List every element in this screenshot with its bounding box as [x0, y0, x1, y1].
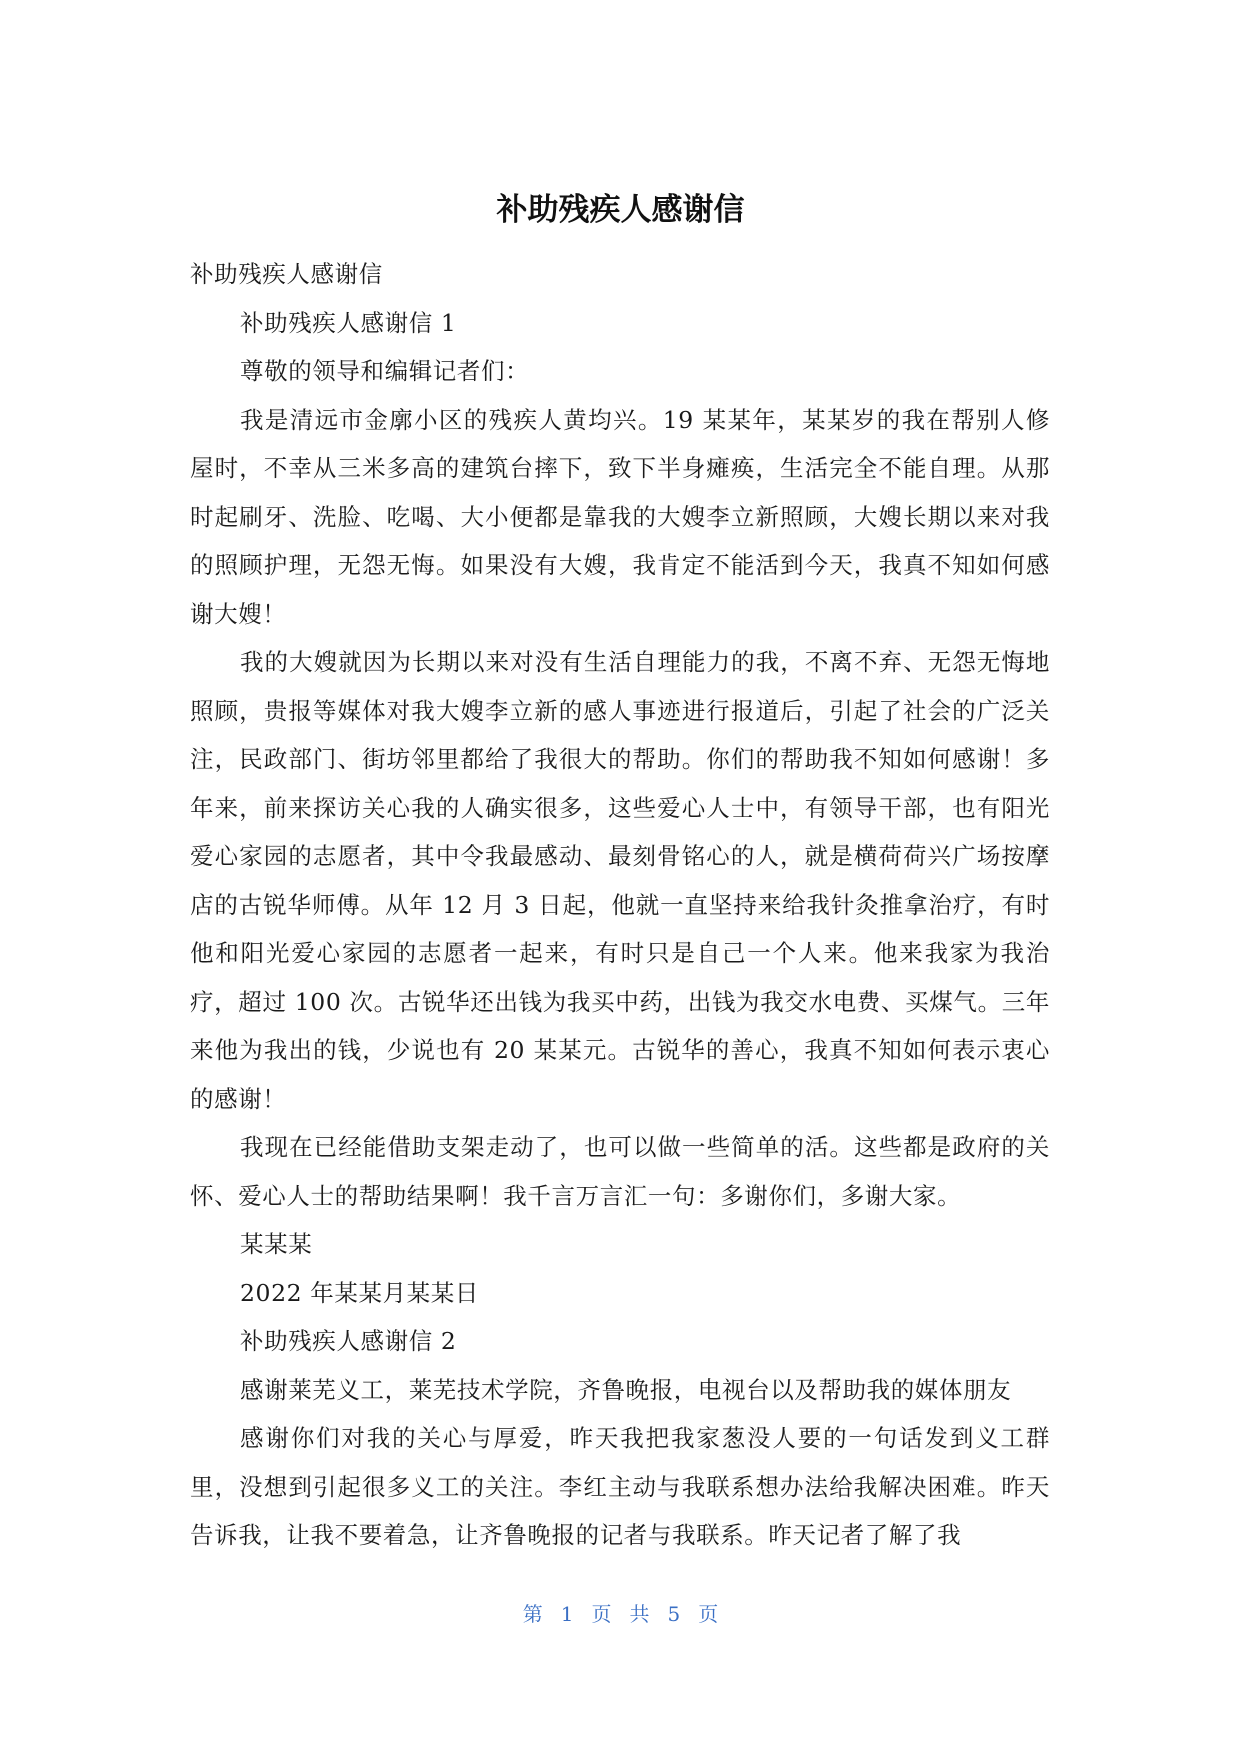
footer-total-unit: 页	[698, 1602, 719, 1626]
letter-1-signature: 某某某	[240, 1230, 313, 1258]
letter-1-paragraph: 我的大嫂就因为长期以来对没有生活自理能力的我，不离不弃、无怨无悔地照顾，贵报等媒体对我大嫂李立新的感人事迹进行报道后，引起了社会的广泛关注，民政部门、街坊邻里都给了我很大的帮助。你们的帮助我不知如何感谢！多年来，前来探访关心我的人确实很多，这些爱心人士中，有领导干部，也有阳光爱心家园的志愿者，其中令我最感动、最刻骨铭心的人，就是横荷荷兴广场按摩店的古锐华师傅。从年 12 月 3 日起，他就一直坚持来给我针灸推拿治疗，有时他和阳光爱心家园的志愿者一起来，有时只是自己一个人来。他来我家为我治疗，超过 100 次。古锐华还出钱为我买中药，出钱为我交水电费、买煤气。三年来他为我出的钱，少说也有 20 某某元。古锐华的善心，我真不知如何表示衷心的感谢！	[190, 648, 1050, 1113]
letter-1-salutation: 尊敬的领导和编辑记者们：	[240, 357, 530, 385]
letter-1-paragraph: 我现在已经能借助支架走动了，也可以做一些简单的活。这些都是政府的关怀、爱心人士的帮助结果啊！我千言万言汇一句：多谢你们，多谢大家。	[190, 1133, 1050, 1210]
letter-2-heading: 补助残疾人感谢信 2	[240, 1327, 457, 1355]
footer-page-number: 1	[560, 1602, 574, 1626]
heading-line: 补助残疾人感谢信	[190, 260, 383, 288]
page-footer	[0, 1600, 1241, 1628]
footer-total-pages: 5	[667, 1602, 681, 1626]
letter-2-paragraph: 感谢你们对我的关心与厚爱，昨天我把我家葱没人要的一句话发到义工群里，没想到引起很多义工的关注。李红主动与我联系想办法给我解决困难。昨天告诉我，让我不要着急，让齐鲁晚报的记者与我联系。昨天记者了解了我	[190, 1424, 1050, 1549]
footer-page-word: 第	[522, 1602, 543, 1626]
letter-1-date: 2022 年某某月某某日	[240, 1278, 479, 1307]
letter-1-heading: 补助残疾人感谢信 1	[240, 308, 457, 337]
letter-1-paragraph: 我是清远市金廓小区的残疾人黄均兴。19 某某年，某某岁的我在帮别人修屋时，不幸从三米多高的建筑台摔下，致下半身瘫痪，生活完全不能自理。从那时起刷牙、洗脸、吃喝、大小便都是靠我的大嫂李立新照顾，大嫂长期以来对我的照顾护理，无怨无悔。如果没有大嫂，我肯定不能活到今天，我真不知如何感谢大嫂！	[190, 405, 1050, 628]
letter-2-paragraph: 感谢莱芜义工，莱芜技术学院，齐鲁晚报，电视台以及帮助我的媒体朋友	[240, 1375, 1012, 1404]
footer-total-word: 共	[629, 1602, 650, 1626]
document-title: 补助残疾人感谢信	[496, 192, 745, 228]
document-body	[190, 250, 1050, 1560]
footer-page-unit: 页	[591, 1602, 612, 1626]
